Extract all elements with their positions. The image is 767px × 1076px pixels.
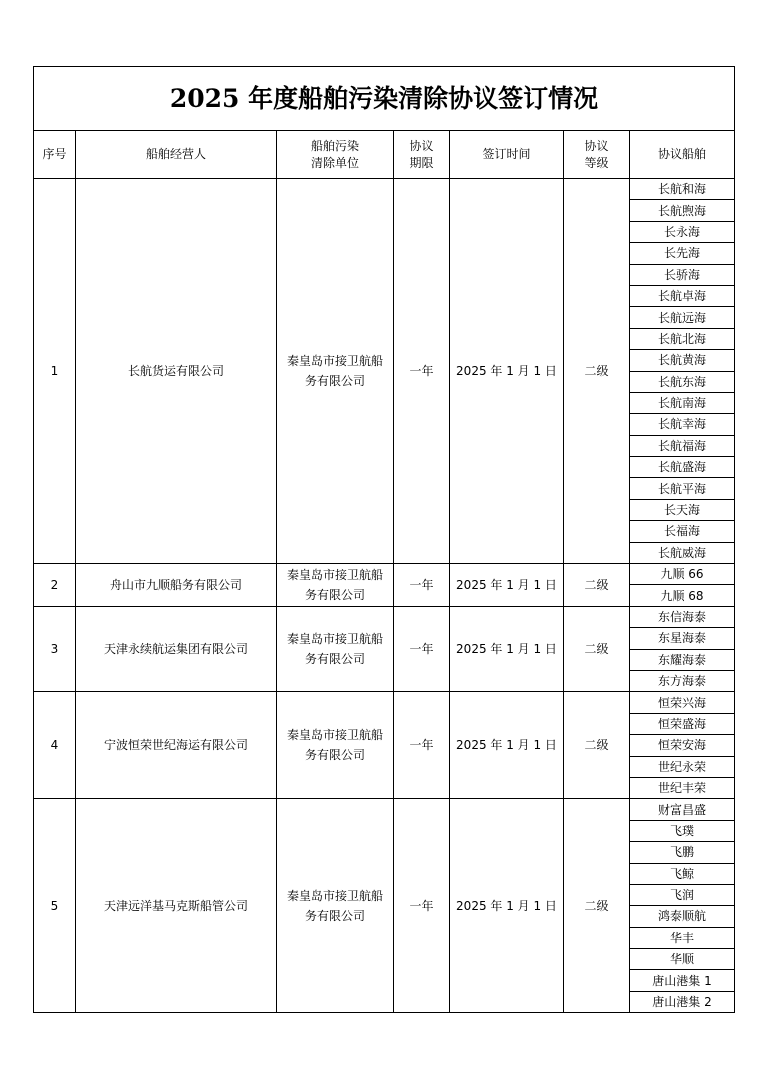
sign-date: 2025 年 1 月 1 日 — [450, 799, 564, 1013]
agreement-term: 一年 — [394, 799, 450, 1013]
operator-name: 长航货运有限公司 — [76, 179, 277, 564]
header-sign-date: 签订时间 — [450, 131, 564, 179]
table-row — [34, 606, 735, 627]
ship-name: 长永海 — [630, 221, 735, 242]
ship-name: 长航和海 — [630, 179, 735, 200]
agreement-level: 二级 — [564, 799, 630, 1013]
document-title: 2025 年度船舶污染清除协议签订情况 — [34, 67, 735, 131]
ship-name: 长福海 — [630, 521, 735, 542]
ship-name: 财富昌盛 — [630, 799, 735, 820]
ship-name: 长航远海 — [630, 307, 735, 328]
ship-name: 华丰 — [630, 927, 735, 948]
agreement-level: 二级 — [564, 692, 630, 799]
ship-name: 长航东海 — [630, 371, 735, 392]
table-row — [34, 564, 735, 585]
sign-date: 2025 年 1 月 1 日 — [450, 606, 564, 692]
ship-name: 九顺 68 — [630, 585, 735, 606]
row-number: 5 — [34, 799, 76, 1013]
ship-name: 飞璞 — [630, 820, 735, 841]
sign-date: 2025 年 1 月 1 日 — [450, 692, 564, 799]
agreement-term: 一年 — [394, 564, 450, 607]
row-number: 3 — [34, 606, 76, 692]
ship-name: 长航卓海 — [630, 285, 735, 306]
ship-name: 东方海泰 — [630, 670, 735, 691]
ship-name: 东信海泰 — [630, 606, 735, 627]
agreement-level: 二级 — [564, 606, 630, 692]
ship-name: 飞润 — [630, 884, 735, 905]
header-no: 序号 — [34, 131, 76, 179]
ship-name: 唐山港集 2 — [630, 991, 735, 1012]
header-cleanup-unit: 船舶污染 清除单位 — [277, 131, 394, 179]
operator-name: 宁波恒荣世纪海运有限公司 — [76, 692, 277, 799]
ship-name: 九顺 66 — [630, 564, 735, 585]
operator-name: 天津远洋基马克斯船管公司 — [76, 799, 277, 1013]
cleanup-unit: 秦皇岛市接卫航船务有限公司 — [277, 692, 394, 799]
table-row — [34, 179, 735, 200]
header-level: 协议 等级 — [564, 131, 630, 179]
cleanup-unit: 秦皇岛市接卫航船务有限公司 — [277, 564, 394, 607]
agreement-term: 一年 — [394, 692, 450, 799]
row-number: 2 — [34, 564, 76, 607]
ship-name: 东星海泰 — [630, 628, 735, 649]
ship-name: 华顺 — [630, 949, 735, 970]
header-ships: 协议船舶 — [630, 131, 735, 179]
ship-name: 长天海 — [630, 499, 735, 520]
ship-name: 长航南海 — [630, 392, 735, 413]
header-term: 协议 期限 — [394, 131, 450, 179]
ship-name: 长骄海 — [630, 264, 735, 285]
agreement-table — [33, 66, 735, 1013]
table-row — [34, 692, 735, 713]
ship-name: 世纪永荣 — [630, 756, 735, 777]
ship-name: 长航煦海 — [630, 200, 735, 221]
ship-name: 长航威海 — [630, 542, 735, 563]
agreement-term: 一年 — [394, 606, 450, 692]
table-row — [34, 799, 735, 820]
ship-name: 东耀海泰 — [630, 649, 735, 670]
ship-name: 恒荣安海 — [630, 735, 735, 756]
ship-name: 恒荣兴海 — [630, 692, 735, 713]
ship-name: 恒荣盛海 — [630, 713, 735, 734]
ship-name: 唐山港集 1 — [630, 970, 735, 991]
ship-name: 长航盛海 — [630, 457, 735, 478]
ship-name: 长先海 — [630, 243, 735, 264]
ship-name: 飞鹏 — [630, 842, 735, 863]
agreement-level: 二级 — [564, 564, 630, 607]
ship-name: 世纪丰荣 — [630, 777, 735, 798]
sign-date: 2025 年 1 月 1 日 — [450, 179, 564, 564]
sign-date: 2025 年 1 月 1 日 — [450, 564, 564, 607]
header-row — [34, 131, 735, 179]
operator-name: 天津永续航运集团有限公司 — [76, 606, 277, 692]
ship-name: 长航北海 — [630, 328, 735, 349]
cleanup-unit: 秦皇岛市接卫航船务有限公司 — [277, 799, 394, 1013]
agreement-level: 二级 — [564, 179, 630, 564]
ship-name: 鸿泰顺航 — [630, 906, 735, 927]
row-number: 4 — [34, 692, 76, 799]
ship-name: 长航平海 — [630, 478, 735, 499]
operator-name: 舟山市九顺船务有限公司 — [76, 564, 277, 607]
cleanup-unit: 秦皇岛市接卫航船务有限公司 — [277, 179, 394, 564]
agreement-term: 一年 — [394, 179, 450, 564]
cleanup-unit: 秦皇岛市接卫航船务有限公司 — [277, 606, 394, 692]
header-operator: 船舶经营人 — [76, 131, 277, 179]
ship-name: 飞鲸 — [630, 863, 735, 884]
ship-name: 长航黄海 — [630, 350, 735, 371]
ship-name: 长航福海 — [630, 435, 735, 456]
ship-name: 长航幸海 — [630, 414, 735, 435]
row-number: 1 — [34, 179, 76, 564]
